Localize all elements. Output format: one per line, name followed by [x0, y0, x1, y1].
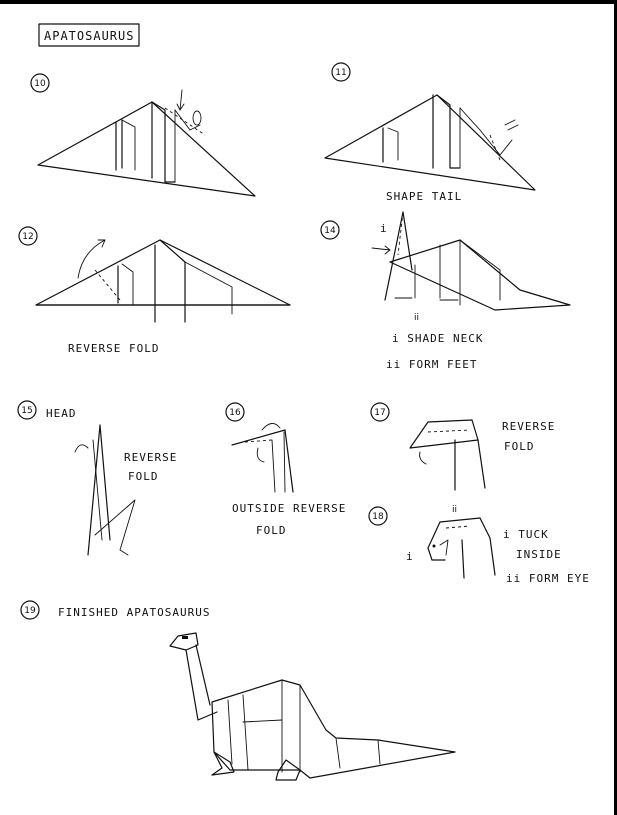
step-label: SHAPE TAIL — [386, 190, 463, 203]
step-number: 17 — [374, 408, 386, 418]
step-label: FINISHED APATOSAURUS — [58, 606, 211, 619]
step-19 — [21, 601, 455, 780]
step-note-2: FOLD — [504, 440, 535, 453]
step-number: 11 — [335, 68, 347, 78]
step-16-figure — [232, 423, 293, 492]
step-14-figure — [372, 212, 570, 323]
step-17 — [371, 403, 555, 490]
curved-arrow-icon — [420, 452, 426, 464]
step-11 — [325, 63, 535, 203]
mark-i: i — [406, 550, 414, 563]
step-number: 12 — [22, 232, 34, 242]
curved-arrow-icon — [75, 445, 88, 452]
step-number: 19 — [24, 606, 36, 616]
curved-arrow-icon — [78, 240, 105, 278]
step-10 — [31, 74, 255, 196]
step-18-figure — [406, 505, 495, 578]
step-12 — [19, 227, 290, 355]
step-label: HEAD — [46, 407, 77, 420]
step-10-figure — [38, 90, 255, 196]
step-11-figure — [325, 95, 535, 190]
step-note-1: REVERSE — [124, 451, 178, 464]
mark-i: i — [380, 222, 388, 235]
step-label-2: FOLD — [256, 524, 287, 537]
step-label: REVERSE FOLD — [68, 342, 160, 355]
title-box — [39, 24, 139, 46]
step-number: 10 — [34, 79, 46, 89]
step-17-figure — [410, 420, 485, 490]
step-label-ii: ii FORM FEET — [386, 358, 478, 371]
step-number: 14 — [324, 226, 336, 236]
curved-arrow-icon — [262, 423, 280, 430]
step-number: 15 — [21, 406, 33, 416]
eye-icon — [182, 636, 188, 639]
finished-apatosaurus-figure — [170, 633, 455, 780]
step-label-1: OUTSIDE REVERSE — [232, 502, 347, 515]
step-label-i: i SHADE NECK — [392, 332, 484, 345]
mark-ii: ii — [452, 505, 458, 515]
page-title: APATOSAURUS — [44, 29, 135, 43]
step-16 — [226, 403, 346, 537]
eye-icon — [433, 545, 436, 548]
step-18 — [369, 505, 590, 585]
step-15-figure — [75, 425, 135, 555]
step-12-figure — [36, 240, 290, 322]
step-number: 18 — [372, 512, 384, 522]
step-number: 16 — [229, 408, 241, 418]
step-note-ii: ii FORM EYE — [506, 572, 590, 585]
mark-ii: ii — [414, 313, 420, 323]
step-14 — [321, 212, 570, 371]
step-note-1: REVERSE — [502, 420, 556, 433]
pleat-mark-icon — [505, 120, 515, 125]
step-note-i2: INSIDE — [516, 548, 562, 561]
step-15 — [18, 401, 177, 555]
step-note-2: FOLD — [128, 470, 159, 483]
step-note-i: i TUCK — [503, 528, 549, 541]
